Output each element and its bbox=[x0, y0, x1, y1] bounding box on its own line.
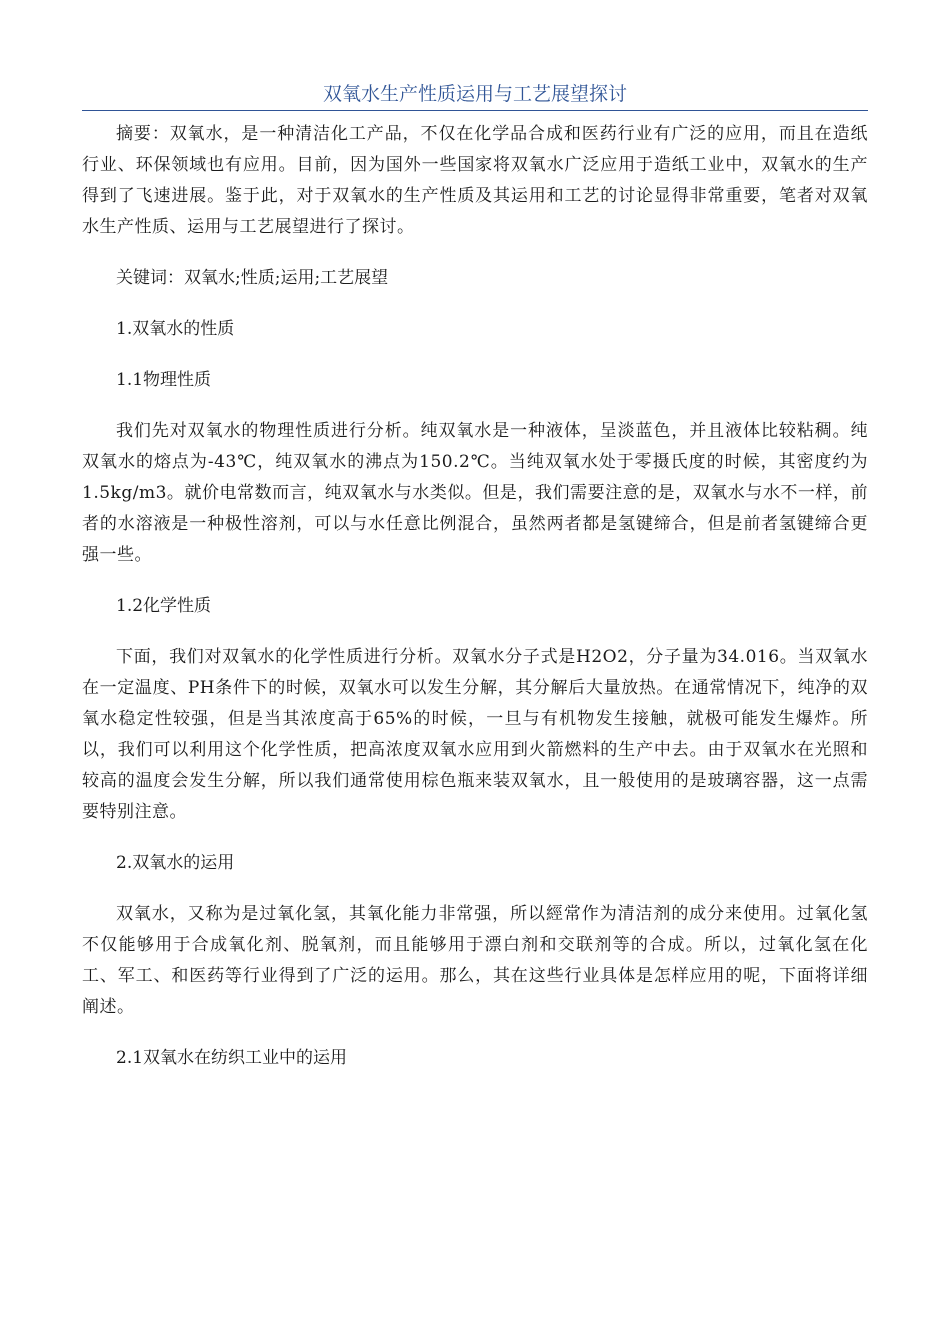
abstract-paragraph: 摘要：双氧水，是一种清洁化工产品，不仅在化学品合成和医药行业有广泛的应用，而且在造纸行业、环保领域也有应用。目前，因为国外一些国家将双氧水广泛应用于造纸工业中，双氧水的生产得到了飞速进展。鉴于此，对于双氧水的生产性质及其运用和工艺的讨论显得非常重要，笔者对双氧水生产性质、运用与工艺展望进行了探讨。 bbox=[82, 124, 868, 237]
document-title: 双氧水生产性质运用与工艺展望探讨 bbox=[322, 83, 627, 105]
physical-properties-paragraph: 我们先对双氧水的物理性质进行分析。纯双氧水是一种液体，呈淡蓝色，并且液体比较粘稠。纯双氧水的熔点为-43℃，纯双氧水的沸点为150.2℃。当纯双氧水处于零摄氏度的时候，其密度约为1.5kg/m3。就价电常数而言，纯双氧水与水类似。但是，我们需要注意的是，双氧水与水不一样，前者的水溶液是一种极性溶剂，可以与水任意比例混合，虽然两者都是氢键缔合，但是前者氢键缔合更强一些。 bbox=[82, 421, 868, 565]
title-underline bbox=[82, 110, 868, 111]
chemical-properties-paragraph: 下面，我们对双氧水的化学性质进行分析。双氧水分子式是H2O2，分子量为34.016。当双氧水在一定温度、PH条件下的时候，双氧水可以发生分解，其分解后大量放热。在通常情况下，纯净的双氧水稳定性较强，但是当其浓度高于65%的时候，一旦与有机物发生接触，就极可能发生爆炸。所以，我们可以利用这个化学性质，把高浓度双氧水应用到火箭燃料的生产中去。由于双氧水在光照和较高的温度会发生分解，所以我们通常使用棕色瓶来装双氧水，且一般使用的是玻璃容器，这一点需要特别注意。 bbox=[82, 647, 868, 822]
document-page bbox=[82, 78, 868, 1094]
section-2-heading: 2.双氧水的运用 bbox=[116, 853, 235, 873]
section-1-heading: 1.双氧水的性质 bbox=[116, 319, 235, 339]
applications-paragraph: 双氧水，又称为是过氧化氢，其氧化能力非常强，所以經常作为清洁剂的成分来使用。过氧化氢不仅能够用于合成氧化剂、脱氧剂，而且能够用于漂白剂和交联剂等的合成。所以，过氧化氢在化工、军工、和医药等行业得到了广泛的运用。那么，其在这些行业具体是怎样应用的呢，下面将详细阐述。 bbox=[82, 904, 868, 1017]
keywords-line: 关键词：双氧水;性质;运用;工艺展望 bbox=[116, 268, 389, 288]
section-1-2-heading: 1.2化学性质 bbox=[116, 596, 212, 616]
section-2-1-heading: 2.1双氧水在纺织工业中的运用 bbox=[116, 1048, 348, 1068]
section-1-1-heading: 1.1物理性质 bbox=[116, 370, 212, 390]
